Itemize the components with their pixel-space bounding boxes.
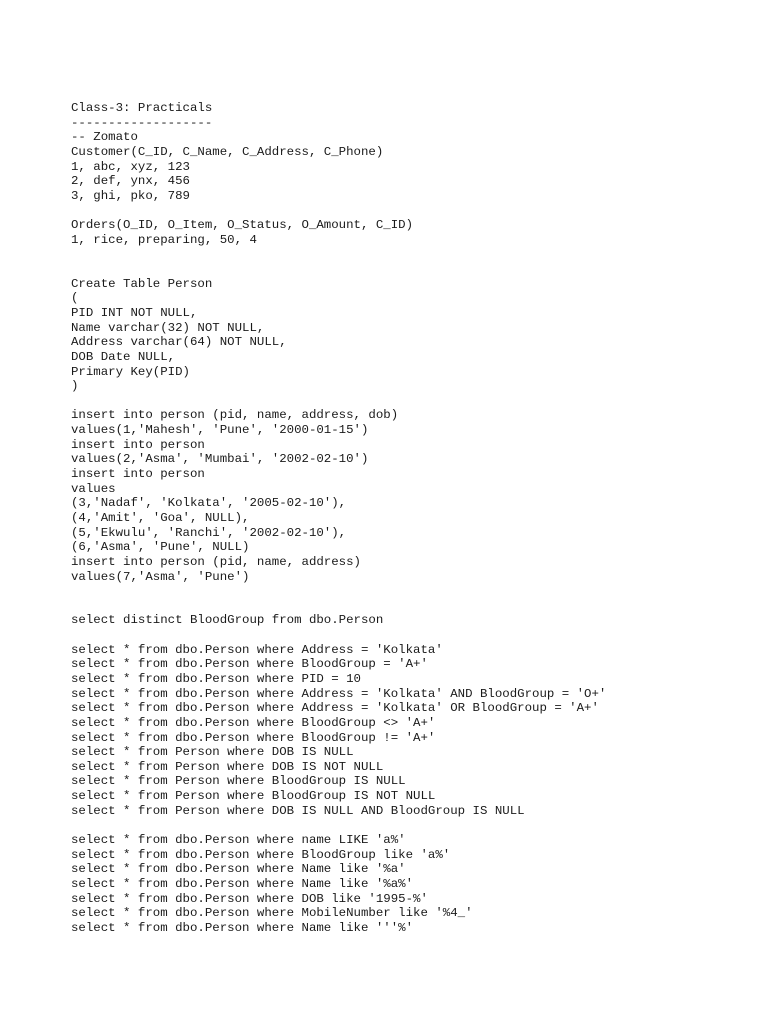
text-line: select * from dbo.Person where Name like '''%' [71,920,414,935]
text-line: 1, abc, xyz, 123 [71,159,190,174]
text-line: select * from Person where BloodGroup IS NOT NULL [71,789,436,804]
text-line: values(2,'Asma', 'Mumbai', '2002-02-10') [71,452,369,467]
text-line: -- Zomato [71,130,138,145]
text-line [71,247,751,262]
text-line: values(1,'Mahesh', 'Pune', '2000-01-15') [71,423,369,438]
text-line: select * from dbo.Person where Name like '%a%' [71,876,414,891]
text-line: ) [71,379,79,394]
text-line: 2, def, ynx, 456 [71,174,190,189]
document-page [71,101,751,936]
text-line: select * from dbo.Person where BloodGroup like 'a%' [71,847,451,862]
text-line [71,628,751,643]
text-line: 1, rice, preparing, 50, 4 [71,232,257,247]
text-line: insert into person [71,467,205,482]
text-line: select * from dbo.Person where BloodGroup != 'A+' [71,730,436,745]
text-line: select * from dbo.Person where MobileNumber like '%4_' [71,906,473,921]
text-line: values [71,481,116,496]
text-line [71,599,751,614]
text-line [71,394,751,409]
text-line: DOB Date NULL, [71,349,176,364]
text-line: Address varchar(64) NOT NULL, [71,335,287,350]
text-line: select * from dbo.Person where Address = 'Kolkata' OR BloodGroup = 'A+' [71,701,599,716]
text-line: insert into person (pid, name, address) [71,554,361,569]
text-line: (3,'Nadaf', 'Kolkata', '2005-02-10'), [71,496,347,511]
text-line [71,818,751,833]
text-line: select * from Person where DOB IS NULL AND BloodGroup IS NULL [71,803,525,818]
text-line: select * from dbo.Person where name LIKE 'a%' [71,833,406,848]
text-line: values(7,'Asma', 'Pune') [71,569,250,584]
text-line [71,262,751,277]
text-line: (6,'Asma', 'Pune', NULL) [71,540,250,555]
text-line: select * from Person where BloodGroup IS NULL [71,774,406,789]
text-line: ------------------- [71,115,213,130]
text-line: Create Table Person [71,276,213,291]
text-line: Name varchar(32) NOT NULL, [71,320,265,335]
text-line: PID INT NOT NULL, [71,305,198,320]
text-line: select distinct BloodGroup from dbo.Person [71,613,384,628]
text-line: Primary Key(PID) [71,364,190,379]
text-line: select * from Person where DOB IS NOT NULL [71,759,384,774]
text-line [71,584,751,599]
text-line: 3, ghi, pko, 789 [71,188,190,203]
text-line: Orders(O_ID, O_Item, O_Status, O_Amount, C_ID) [71,218,414,233]
text-line: (4,'Amit', 'Goa', NULL), [71,510,250,525]
text-line: select * from Person where DOB IS NULL [71,745,354,760]
text-line: select * from dbo.Person where DOB like '1995-%' [71,891,428,906]
text-line: ( [71,291,79,306]
text-line: select * from dbo.Person where BloodGroup <> 'A+' [71,715,436,730]
text-line: insert into person (pid, name, address, dob) [71,408,399,423]
text-line: Class-3: Practicals [71,101,213,115]
text-line: insert into person [71,437,205,452]
text-line: select * from dbo.Person where Address = 'Kolkata' [71,642,443,657]
text-line: Customer(C_ID, C_Name, C_Address, C_Phone) [71,144,384,159]
text-line: select * from dbo.Person where BloodGroup = 'A+' [71,657,428,672]
text-line: select * from dbo.Person where PID = 10 [71,671,361,686]
text-line: select * from dbo.Person where Name like '%a' [71,862,406,877]
text-line: select * from dbo.Person where Address = 'Kolkata' AND BloodGroup = 'O+' [71,686,607,701]
text-line: (5,'Ekwulu', 'Ranchi', '2002-02-10'), [71,525,347,540]
text-line [71,203,751,218]
